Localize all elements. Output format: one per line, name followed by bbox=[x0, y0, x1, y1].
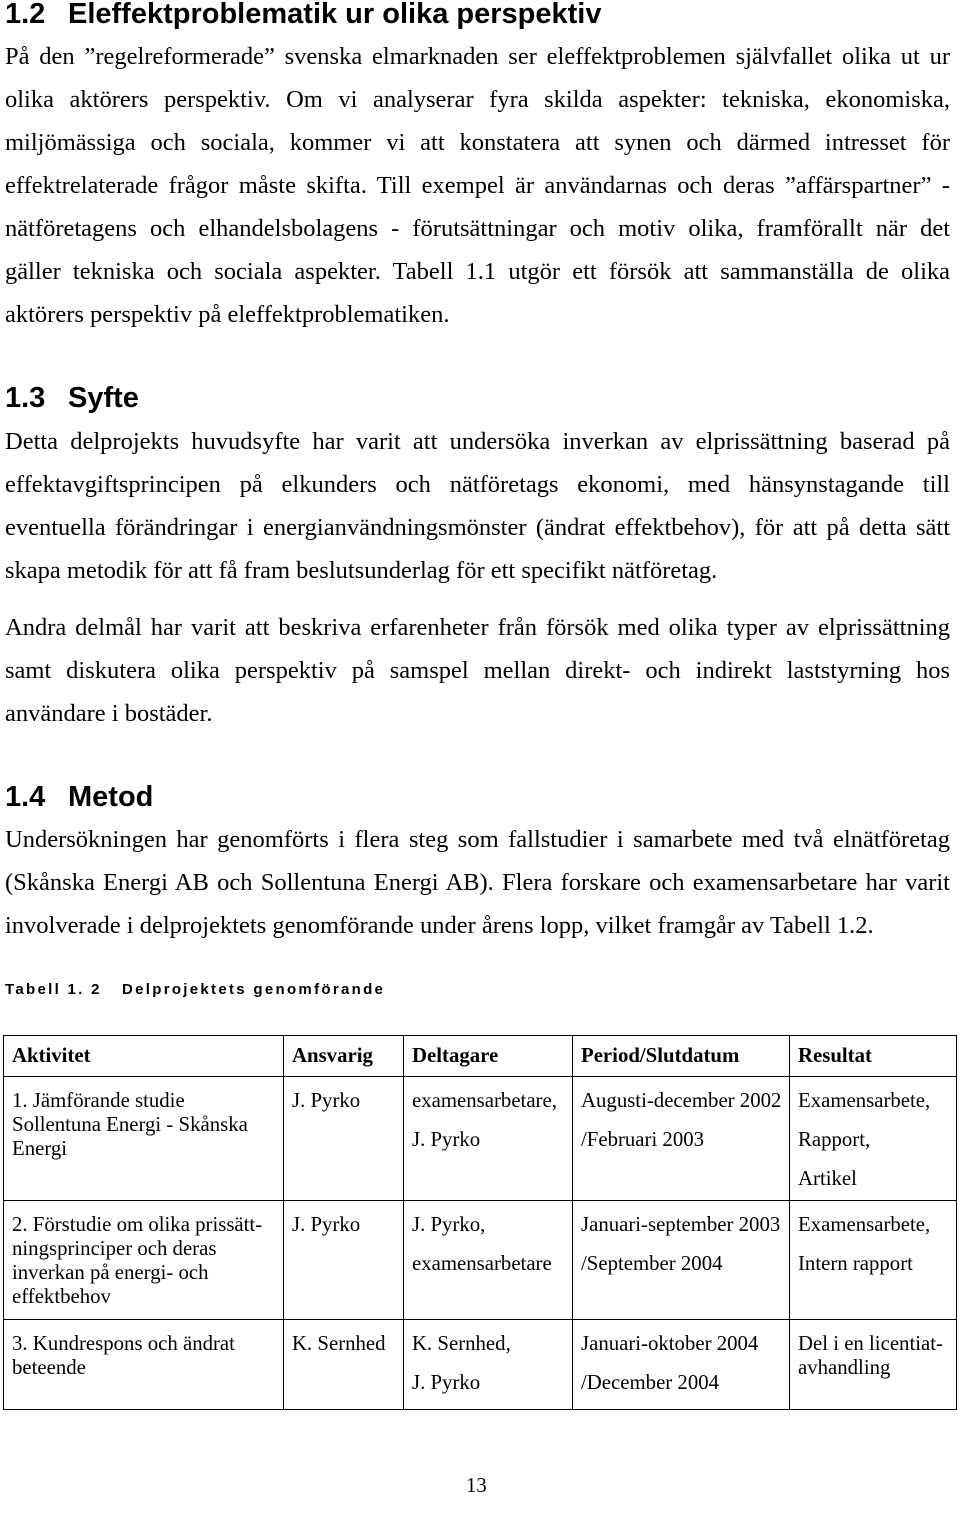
section-heading-1-4 bbox=[5, 783, 153, 812]
paragraph-line: Andra delmål har varit att beskriva erfarenheter från försök med olika typer av elprissättning bbox=[5, 614, 950, 641]
cell-period bbox=[573, 1077, 790, 1201]
cell-line: /September 2004 bbox=[581, 1252, 723, 1275]
paragraph-syfte bbox=[5, 420, 950, 592]
cell-line: J. Pyrko bbox=[292, 1213, 361, 1236]
cell-line: J. Pyrko bbox=[292, 1089, 361, 1112]
cell-line: J. Pyrko, bbox=[412, 1213, 486, 1236]
cell-line: Examensarbete, bbox=[798, 1089, 931, 1112]
cell-line: /Februari 2003 bbox=[581, 1128, 705, 1151]
paragraph-line: miljömässiga och sociala, kommer vi att konstatera att synen och därmed intresset för bbox=[5, 129, 950, 156]
section-heading-1-3 bbox=[5, 384, 139, 413]
cell-aktivitet bbox=[4, 1201, 284, 1320]
paragraph-line: effektavgiftsprincipen på elkunders och nätföretags ekonomi, med hänsynstagande till bbox=[5, 471, 950, 498]
table-caption-label: Tabell 1. 2 bbox=[5, 981, 102, 998]
header-period: Period/Slutdatum bbox=[573, 1036, 790, 1077]
paragraph-line: gäller tekniska och sociala aspekter. Tabell 1.1 utgör ett försök att sammanställa de olika bbox=[5, 258, 950, 285]
cell-deltagare bbox=[404, 1077, 573, 1201]
cell-aktivitet bbox=[4, 1077, 284, 1201]
cell-line: /December 2004 bbox=[581, 1371, 720, 1394]
paragraph-perspektiv bbox=[5, 35, 950, 336]
cell-line: ningsprinciper och deras bbox=[12, 1237, 217, 1260]
paragraph-metod bbox=[5, 818, 950, 947]
cell-line: Examensarbete, bbox=[798, 1213, 931, 1236]
paragraph-line: samt diskutera olika perspektiv på samspel mellan direkt- och indirekt laststyrning hos bbox=[5, 657, 950, 684]
section-title: Metod bbox=[68, 781, 154, 813]
cell-line: examensarbetare bbox=[412, 1252, 552, 1275]
paragraph-line: nätföretagens och elhandelsbolagens - förutsättningar och motiv olika, framförallt när det bbox=[5, 215, 950, 242]
page-number: 13 bbox=[466, 1474, 487, 1497]
cell-line: Augusti-december 2002 bbox=[581, 1089, 782, 1112]
cell-line: K. Sernhed bbox=[292, 1332, 386, 1355]
cell-line: Del i en licentiat- bbox=[798, 1332, 943, 1355]
cell-line: beteende bbox=[12, 1356, 86, 1379]
paragraph-delmal bbox=[5, 606, 950, 735]
cell-line: J. Pyrko bbox=[412, 1128, 481, 1151]
paragraph-line: användare i bostäder. bbox=[5, 700, 213, 727]
cell-line: K. Sernhed, bbox=[412, 1332, 511, 1355]
cell-resultat bbox=[790, 1201, 957, 1320]
cell-resultat bbox=[790, 1320, 957, 1410]
section-title: Syfte bbox=[68, 382, 139, 414]
cell-line: Artikel bbox=[798, 1167, 857, 1190]
paragraph-line: olika aktörers perspektiv. Om vi analyserar fyra skilda aspekter: tekniska, ekonomiska, bbox=[5, 86, 950, 113]
cell-line: avhandling bbox=[798, 1356, 891, 1379]
project-table bbox=[3, 1035, 957, 1410]
table-caption-title: Delprojektets genomförande bbox=[122, 981, 386, 998]
cell-line: Energi bbox=[12, 1137, 68, 1160]
header-resultat: Resultat bbox=[790, 1036, 957, 1077]
cell-line: examensarbetare, bbox=[412, 1089, 557, 1112]
cell-ansvarig bbox=[284, 1077, 404, 1201]
cell-resultat bbox=[790, 1077, 957, 1201]
cell-line: Intern rapport bbox=[798, 1252, 913, 1275]
cell-line: Januari-oktober 2004 bbox=[581, 1332, 759, 1355]
paragraph-line: eventuella förändringar i energianvändningsmönster (ändrat effektbehov), för att på detta sätt bbox=[5, 514, 950, 541]
paragraph-line: Detta delprojekts huvudsyfte har varit att undersöka inverkan av elprissättning baserad på bbox=[5, 428, 950, 455]
cell-line: 3. Kundrespons och ändrat bbox=[12, 1332, 235, 1355]
cell-line: 2. Förstudie om olika prissätt- bbox=[12, 1213, 263, 1236]
cell-aktivitet bbox=[4, 1320, 284, 1410]
paragraph-line: involverade i delprojektets genomförande under årens lopp, vilket framgår av Tabell 1.2. bbox=[5, 912, 874, 939]
cell-line: effektbehov bbox=[12, 1285, 111, 1308]
cell-period bbox=[573, 1201, 790, 1320]
table-header-row bbox=[4, 1036, 957, 1077]
cell-deltagare bbox=[404, 1320, 573, 1410]
paragraph-line: På den ”regelreformerade” svenska elmarknaden ser eleffektproblemen självfallet olika ut ur bbox=[5, 43, 950, 70]
cell-line: J. Pyrko bbox=[412, 1371, 481, 1394]
cell-line: inverkan på energi- och bbox=[12, 1261, 209, 1284]
section-number: 1.3 bbox=[5, 382, 46, 414]
paragraph-line: aktörers perspektiv på eleffektproblematiken. bbox=[5, 301, 450, 328]
header-ansvarig: Ansvarig bbox=[284, 1036, 404, 1077]
header-deltagare: Deltagare bbox=[404, 1036, 573, 1077]
section-heading-1-2 bbox=[5, 0, 601, 29]
cell-period bbox=[573, 1320, 790, 1410]
table-row bbox=[4, 1077, 957, 1201]
cell-line: Sollentuna Energi - Skånska bbox=[12, 1113, 248, 1136]
header-aktivitet: Aktivitet bbox=[4, 1036, 284, 1077]
section-number: 1.2 bbox=[5, 0, 46, 30]
table-row bbox=[4, 1320, 957, 1410]
cell-deltagare bbox=[404, 1201, 573, 1320]
paragraph-line: effektrelaterade frågor måste skifta. Till exempel är användarnas och deras ”affärspartner” - bbox=[5, 172, 950, 199]
paragraph-line: skapa metodik för att få fram beslutsunderlag för ett specifikt nätföretag. bbox=[5, 557, 718, 584]
cell-ansvarig bbox=[284, 1201, 404, 1320]
paragraph-line: (Skånska Energi AB och Sollentuna Energi AB). Flera forskare och examensarbetare har varit bbox=[5, 869, 950, 896]
section-number: 1.4 bbox=[5, 781, 46, 813]
section-title: Eleffektproblematik ur olika perspektiv bbox=[68, 0, 602, 30]
table-row bbox=[4, 1201, 957, 1320]
paragraph-line: Undersökningen har genomförts i flera steg som fallstudier i samarbete med två elnätföretag bbox=[5, 826, 950, 853]
cell-line: Januari-september 2003 bbox=[581, 1213, 781, 1236]
cell-ansvarig bbox=[284, 1320, 404, 1410]
cell-line: Rapport, bbox=[798, 1128, 871, 1151]
cell-line: 1. Jämförande studie bbox=[12, 1089, 185, 1112]
